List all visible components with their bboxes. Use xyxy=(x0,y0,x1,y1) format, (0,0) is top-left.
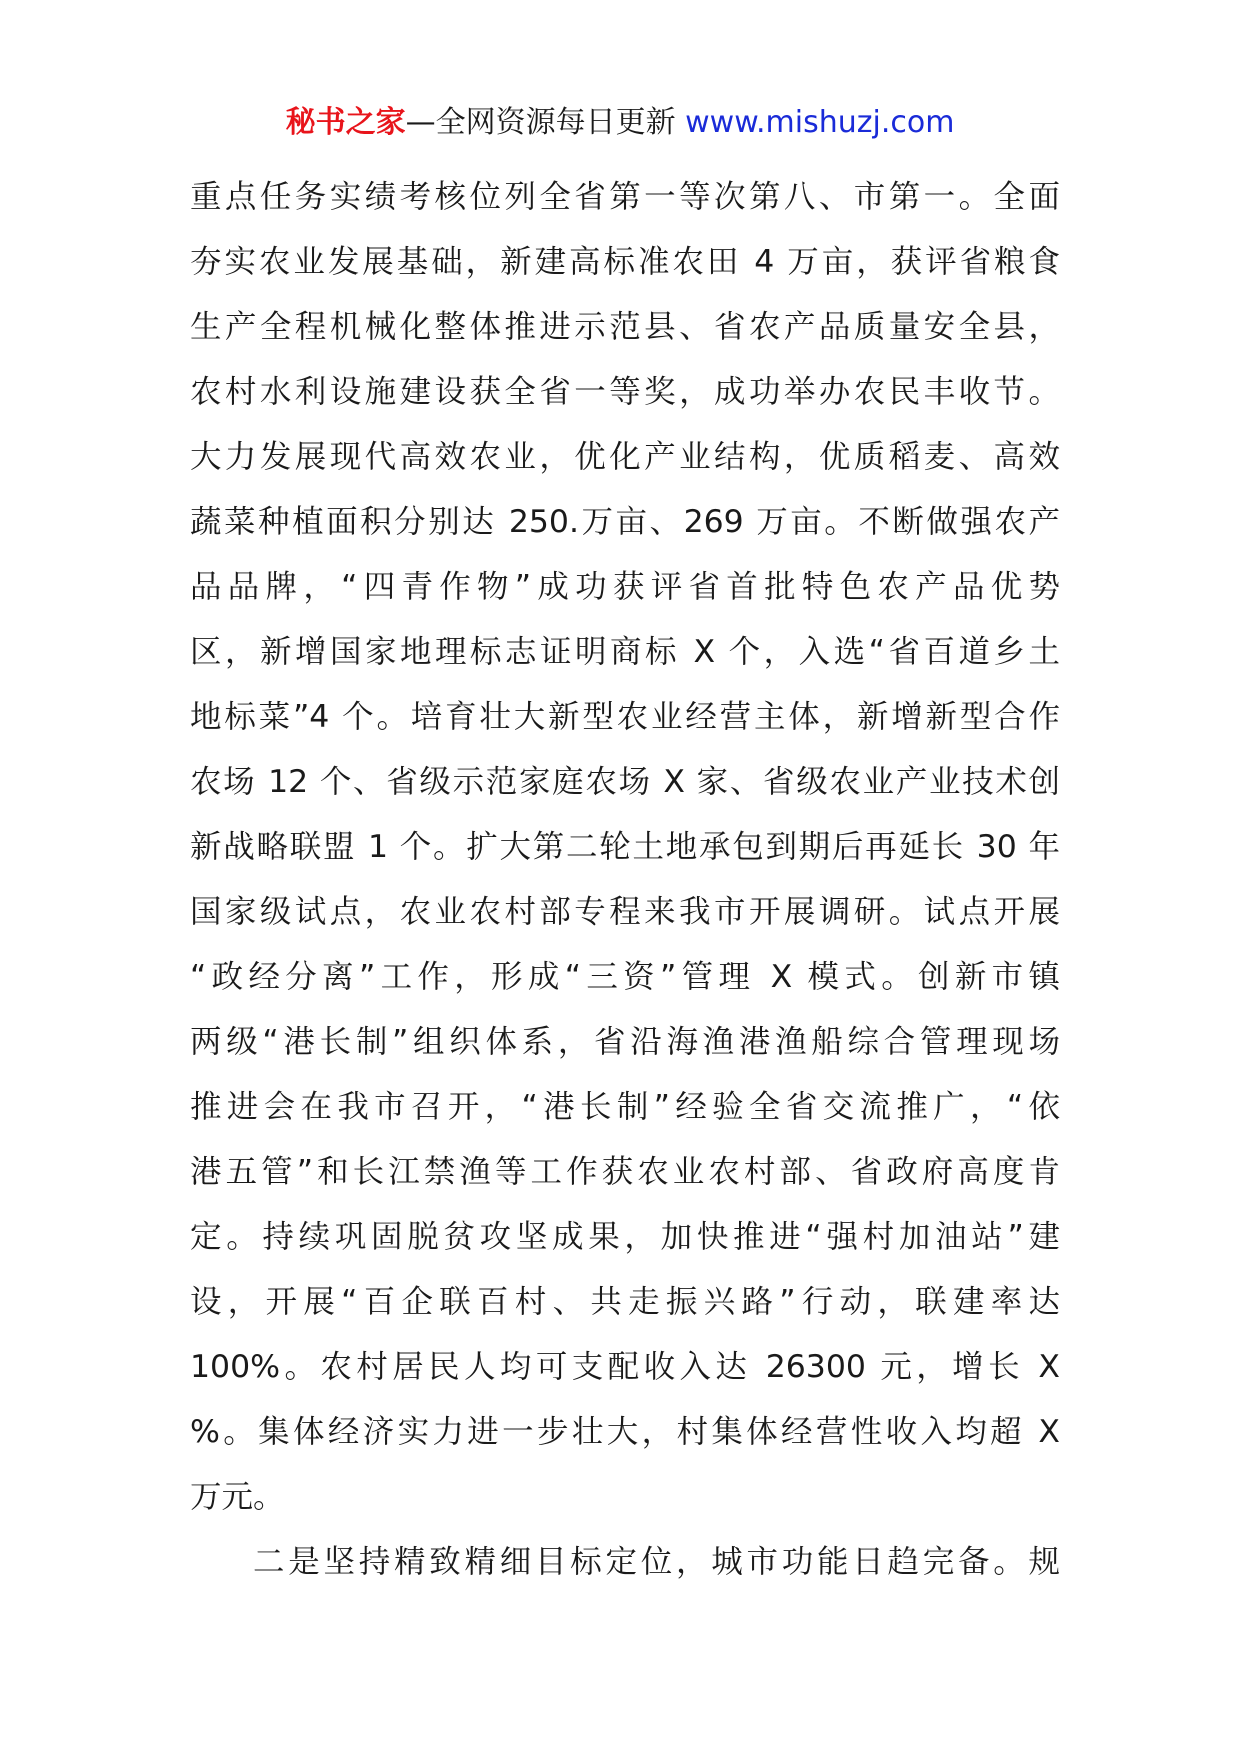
brand-name: 秘书之家 xyxy=(285,105,406,140)
text-line: 100%。农村居民人均可支配收入达 26300 元，增长 X xyxy=(190,1349,1060,1385)
text-line: 重点任务实绩考核位列全省第一等次第八、市第一。全面 xyxy=(190,179,1060,215)
text-line: 港五管”和长江禁渔等工作获农业农村部、省政府高度肯 xyxy=(190,1154,1060,1190)
text-line: 大力发展现代高效农业，优化产业结构，优质稻麦、高效 xyxy=(190,439,1060,475)
text-line: “政经分离”工作，形成“三资”管理 X 模式。创新市镇 xyxy=(190,959,1060,995)
text-line: 农场 12 个、省级示范家庭农场 X 家、省级农业产业技术创 xyxy=(190,764,1060,800)
text-line: 两级“港长制”组织体系，省沿海渔港渔船综合管理现场 xyxy=(190,1024,1060,1060)
paragraph-2 xyxy=(190,1530,1060,1595)
text-line: %。集体经济实力进一步壮大，村集体经营性收入均超 X xyxy=(190,1414,1060,1450)
text-line: 夯实农业发展基础，新建高标准农田 4 万亩，获评省粮食 xyxy=(190,244,1060,280)
document-body xyxy=(190,165,1060,1595)
text-line: 设，开展“百企联百村、共走振兴路”行动，联建率达 xyxy=(190,1284,1060,1320)
text-line: 二是坚持精致精细目标定位，城市功能日趋完备。规 xyxy=(253,1544,1060,1580)
text-line: 生产全程机械化整体推进示范县、省农产品质量安全县， xyxy=(190,309,1060,345)
paragraph-1 xyxy=(190,165,1060,1530)
text-line: 地标菜”4 个。培育壮大新型农业经营主体，新增新型合作 xyxy=(190,699,1060,735)
text-line: 万元。 xyxy=(190,1479,285,1515)
text-line: 蔬菜种植面积分别达 250.万亩、269 万亩。不断做强农产 xyxy=(190,504,1060,540)
text-line: 定。持续巩固脱贫攻坚成果，加快推进“强村加油站”建 xyxy=(190,1219,1060,1255)
text-line: 新战略联盟 1 个。扩大第二轮土地承包到期后再延长 30 年 xyxy=(190,829,1060,865)
site-header xyxy=(0,100,1240,146)
text-line: 推进会在我市召开，“港长制”经验全省交流推广，“依 xyxy=(190,1089,1060,1125)
text-line: 品品牌，“四青作物”成功获评省首批特色农产品优势 xyxy=(190,569,1060,605)
text-line: 区，新增国家地理标志证明商标 X 个，入选“省百道乡土 xyxy=(190,634,1060,670)
header-tagline: —全网资源每日更新 xyxy=(405,105,676,140)
site-url-link[interactable]: www.mishuzj.com xyxy=(685,105,955,140)
text-line: 国家级试点，农业农村部专程来我市开展调研。试点开展 xyxy=(190,894,1060,930)
text-line: 农村水利设施建设获全省一等奖，成功举办农民丰收节。 xyxy=(190,374,1060,410)
